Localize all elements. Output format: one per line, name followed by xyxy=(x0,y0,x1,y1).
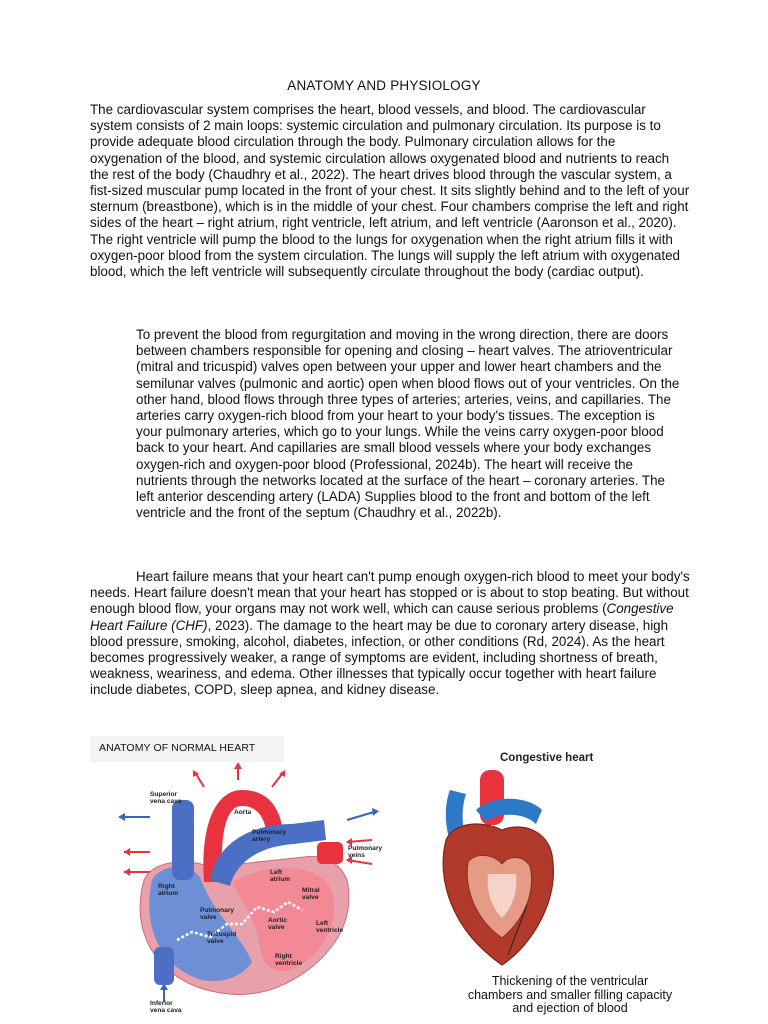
congestive-heart-caption xyxy=(430,975,710,1016)
superior-vena-cava xyxy=(172,800,194,880)
paragraph-heart-valves: To prevent the blood from regurgitation and moving in the wrong direction, there are doors between chambers responsible for opening and closing – heart valves. The atrioventricular (mitral and tricuspid) valves open between your upper and lower heart chambers and the semilunar valves (pulmonic and aortic) open when blood flows out of your ventricles. On the other hand, blood flows through three types of arteries; arteries, veins, and capillaries. The arteries carry oxygen-rich blood from your heart to your body's tissues. The exception is your pulmonary arteries, which go to your lungs. While the veins carry oxygen-poor blood back to your heart. And capillaries are small blood vessels where your body exchanges oxygen-rich and oxygen-poor blood (Professional, 2024b). The heart will receive the nutrients through the networks located at the surface of the heart – coronary arteries. The left anterior descending artery (LADA) Supplies blood to the front and bottom of the left ventricle and the front of the septum (Chaudhry et al., 2022b). xyxy=(136,327,680,521)
svg-text:ventricle: ventricle xyxy=(316,927,344,934)
svg-text:Left: Left xyxy=(270,869,283,876)
svg-text:Mitral: Mitral xyxy=(302,887,320,894)
inferior-vena-cava xyxy=(154,947,174,985)
svg-text:Left: Left xyxy=(316,920,329,927)
hf-text-italic-citation: Congestive Heart Failure (CHF) xyxy=(90,601,674,633)
page-title: ANATOMY AND PHYSIOLOGY xyxy=(287,78,481,93)
svg-text:Aorta: Aorta xyxy=(234,809,252,816)
caption-line-3: and ejection of blood xyxy=(512,1001,628,1015)
svg-text:valve: valve xyxy=(207,938,224,945)
paragraph-anatomy-intro: The cardiovascular system comprises the heart, blood vessels, and blood. The cardiovascular system consists of 2 main loops: systemic circulation and pulmonary circulation. Its purpose is to provide adequate blood circulation through the body. Pulmonary circulation allows for the oxygenation of the blood, and systemic circulation allows oxygenated blood and nutrients to reach the rest of the body (Chaudhry et al., 2022). The heart drives blood through the vascular system, a fist-sized muscular pump located in the front of your chest. It sits slightly behind and to the left of your sternum (breastbone), which is in the middle of your chest. Four chambers comprise the left and right sides of the heart – right atrium, right ventricle, left atrium, and left ventricle (Aaronson et al., 2020). The right ventricle will pump the blood to the lungs for oxygenation when the right atrium fills it with oxygen-poor blood from the system circulation. The lungs will supply the left atrium with oxygenated blood, which the left ventricle will subsequently circulate throughout the body (cardiac output). xyxy=(90,102,690,280)
svg-text:Inferior: Inferior xyxy=(150,1000,173,1007)
svg-text:ventricle: ventricle xyxy=(275,960,303,967)
paragraph-heart-failure xyxy=(90,569,690,699)
congestive-heart-title: Congestive heart xyxy=(500,752,594,764)
svg-text:vena cava: vena cava xyxy=(150,798,182,805)
svg-text:artery: artery xyxy=(252,836,271,843)
svg-text:atrium: atrium xyxy=(270,876,291,883)
caption-line-2: chambers and smaller filling capacity xyxy=(467,987,673,1002)
hf-text-before: Heart failure means that your heart can't pump enough oxygen-rich blood to meet your body's needs. Heart failure doesn't mean that your heart has stopped or is about to stop beating. But without enough blood flow, your organs may not work well, which can cause serious problems ( xyxy=(90,569,690,617)
figure-label-normal-heart: ANATOMY OF NORMAL HEART xyxy=(99,742,256,754)
svg-text:vena cava: vena cava xyxy=(150,1007,182,1014)
svg-text:atrium: atrium xyxy=(158,890,179,897)
svg-text:valve: valve xyxy=(302,894,319,901)
svg-text:Superior: Superior xyxy=(150,791,178,798)
svg-text:valve: valve xyxy=(200,914,217,921)
svg-text:Pulmonary: Pulmonary xyxy=(252,829,287,836)
svg-text:Right: Right xyxy=(158,883,175,890)
svg-text:Right: Right xyxy=(275,953,292,960)
svg-text:veins: veins xyxy=(348,852,365,859)
hf-text-after: , 2023). The damage to the heart may be due to coronary artery disease, high blood pressure, smoking, alcohol, diabetes, infection, or other conditions (Rd, 2024). As the heart becomes progressively weaker, a range of symptoms are evident, including shortness of breath, weakness, weariness, and edema. Other illnesses that typically occur together with heart failure include diabetes, COPD, sleep apnea, and kidney disease. xyxy=(90,617,669,698)
svg-text:Pulmonary: Pulmonary xyxy=(348,845,383,852)
svg-text:Aortic: Aortic xyxy=(268,917,288,924)
normal-heart-diagram xyxy=(92,762,412,1017)
caption-line-1: Thickening of the ventricular xyxy=(491,974,649,988)
svg-text:valve: valve xyxy=(268,924,285,931)
congestive-heart-diagram xyxy=(432,770,562,970)
pulmonary-veins xyxy=(317,842,343,864)
svg-text:Pulmonary: Pulmonary xyxy=(200,907,235,914)
svg-text:Tricuspid: Tricuspid xyxy=(207,931,237,938)
